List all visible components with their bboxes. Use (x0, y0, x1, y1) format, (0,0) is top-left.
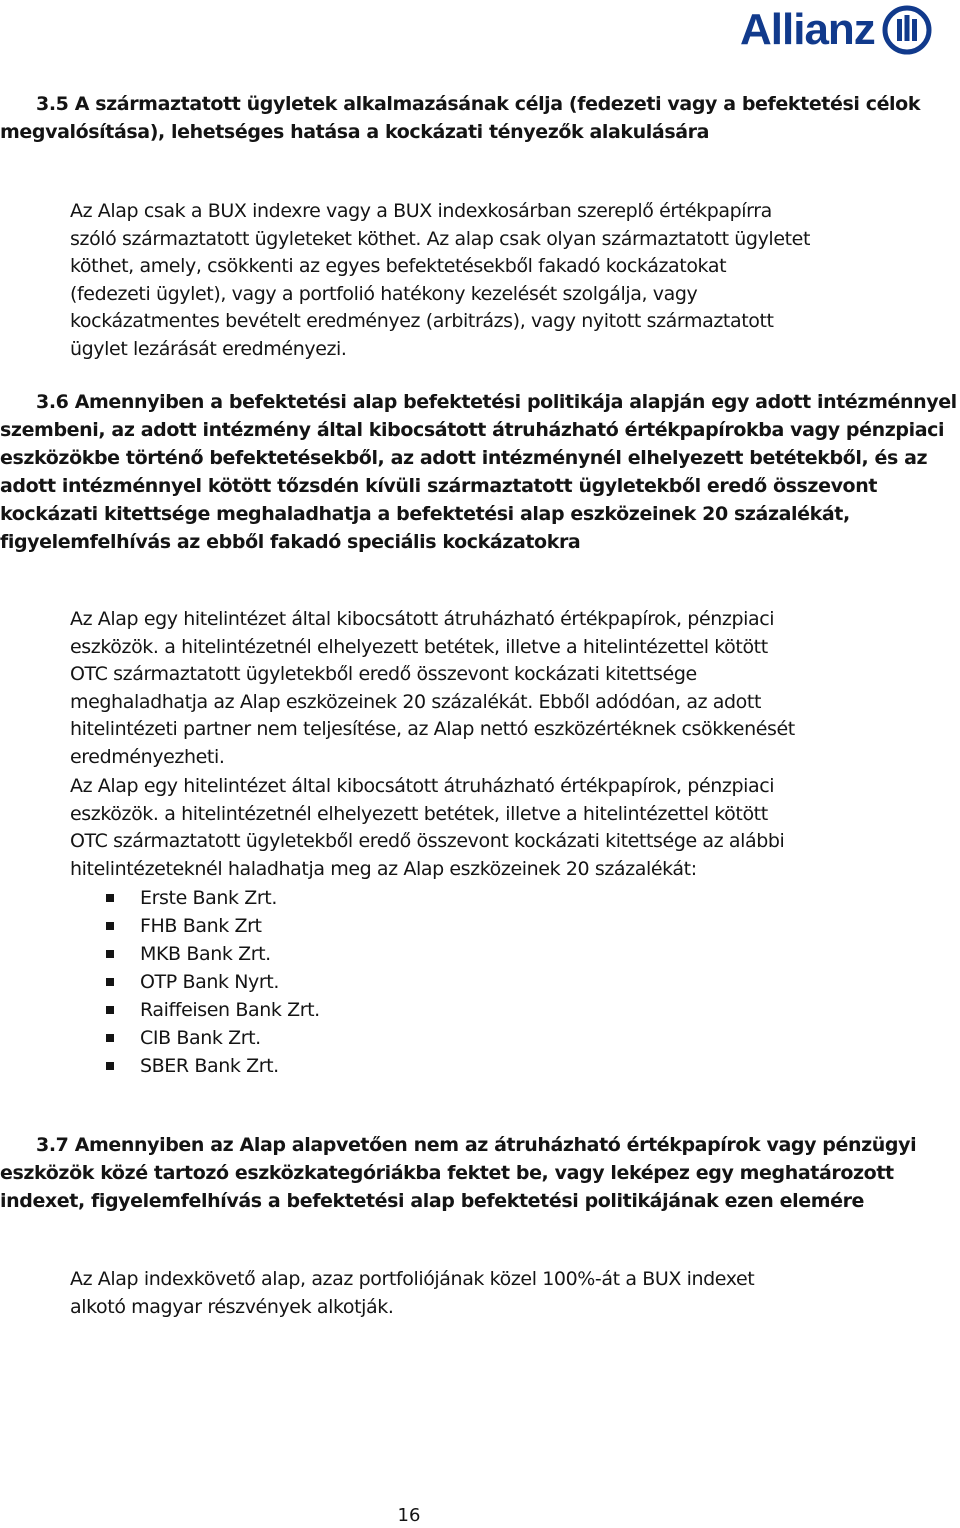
section-3-5-number: 3.5 (36, 93, 69, 115)
bank-list-item (106, 1024, 506, 1052)
allianz-logo (740, 2, 958, 58)
bullet-icon (106, 1006, 114, 1014)
bullet-icon (106, 950, 114, 958)
section-3-7-number: 3.7 (36, 1134, 69, 1156)
bank-list (106, 884, 506, 1080)
bank-name: Erste Bank Zrt. (140, 887, 277, 909)
bullet-icon (106, 978, 114, 986)
section-3-6-paragraph-1: Az Alap egy hitelintézet által kibocsátott átruházható értékpapírok, pénzpiaci eszközök. a hitelintézetnél elhelyezett betétek, illetve a hitelintézettel kötött OTC származtatott ügyletekből eredő összevont kockázati kitettsége meghaladhatja az Alap eszközeinek 20 százalékát. Ebből adódóan, az adott hitelintézeti partner nem teljesítése, az Alap nettó eszközértéknek csökkenését eredményezheti. (70, 608, 795, 768)
bullet-icon (106, 922, 114, 930)
bank-list-item (106, 884, 506, 912)
section-3-7-heading (0, 1131, 960, 1215)
page-number: 16 (397, 1505, 421, 1526)
allianz-eagle-icon (881, 4, 933, 56)
bank-name: MKB Bank Zrt. (140, 943, 271, 965)
section-3-7-body: Az Alap indexkövető alap, azaz portfoliójának közel 100%-át a BUX indexet alkotó magyar részvények alkotják. (70, 1268, 755, 1318)
bank-list-item (106, 996, 506, 1024)
section-3-5-body-rest: Az alap csak olyan származtatott ügyletet köthet, amely, csökkenti az egyes befektetésekből fakadó kockázatokat (fedezeti ügylet), vagy a portfolió hatékony kezelését szolgálja, vagy kockázatmentes bevételt eredményez (arbitrázs), vagy nyitott származtatott ügylet lezárását eredményezi. (70, 227, 810, 360)
bank-name: OTP Bank Nyrt. (140, 971, 279, 993)
section-3-7-title: Amennyiben az Alap alapvetően nem az átruházható értékpapírok vagy pénzügyi eszközök közé tartozó eszközkategóriákba fektet be, vagy leképez egy meghatározott indexet, figyelemfelhívás a befektetési alap befektetési politikájának ezen elemére (0, 1134, 917, 1212)
bank-name: FHB Bank Zrt (140, 915, 262, 937)
section-3-5-heading (0, 90, 960, 146)
bank-list-item (106, 912, 506, 940)
section-3-6-paragraph-2: Az Alap egy hitelintézet által kibocsátott átruházható értékpapírok, pénzpiaci eszközök. a hitelintézetnél elhelyezett betétek, illetve a hitelintézettel kötött OTC származtatott ügyletekből eredő összevont kockázati kitettsége az alábbi hitelintézeteknél haladhatja meg az Alap eszközeinek 20 százalékát: (70, 775, 785, 880)
section-3-5-title: A származtatott ügyletek alkalmazásának célja (fedezeti vagy a befektetési célok megvalósítása), lehetséges hatása a kockázati tényezők alakulására (0, 93, 921, 143)
bank-list-item (106, 1052, 506, 1080)
bullet-icon (106, 1034, 114, 1042)
section-3-6-heading (0, 388, 960, 556)
bullet-icon (106, 1062, 114, 1070)
section-3-5-body (70, 198, 810, 363)
bank-name: SBER Bank Zrt. (140, 1055, 279, 1077)
section-3-5-body-intro: Az Alap csak a BUX indexre vagy a BUX indexkosárban szereplő értékpapírra szóló származtatott ügyleteket köthet. (70, 200, 772, 250)
section-3-6-number: 3.6 (36, 391, 69, 413)
bank-list-item (106, 940, 506, 968)
section-3-6-title: Amennyiben a befektetési alap befektetési politikája alapján egy adott intézménnyel szembeni, az adott intézmény által kibocsátott átruházható értékpapírokba vagy pénzpiaci eszközökbe történő befektetésekből, az adott intézménynél elhelyezett betétekből, és az adott intézménnyel kötött tőzsdén kívüli származtatott ügyletekből eredő összevont kockázati kitettsége meghaladhatja a befektetési alap eszközeinek 20 százalékát, figyelemfelhívás az ebből fakadó speciális kockázatokra (0, 391, 957, 553)
bank-name: CIB Bank Zrt. (140, 1027, 261, 1049)
logo-wordmark: Allianz (740, 5, 875, 54)
bank-name: Raiffeisen Bank Zrt. (140, 999, 320, 1021)
bank-list-item (106, 968, 506, 996)
bullet-icon (106, 894, 114, 902)
